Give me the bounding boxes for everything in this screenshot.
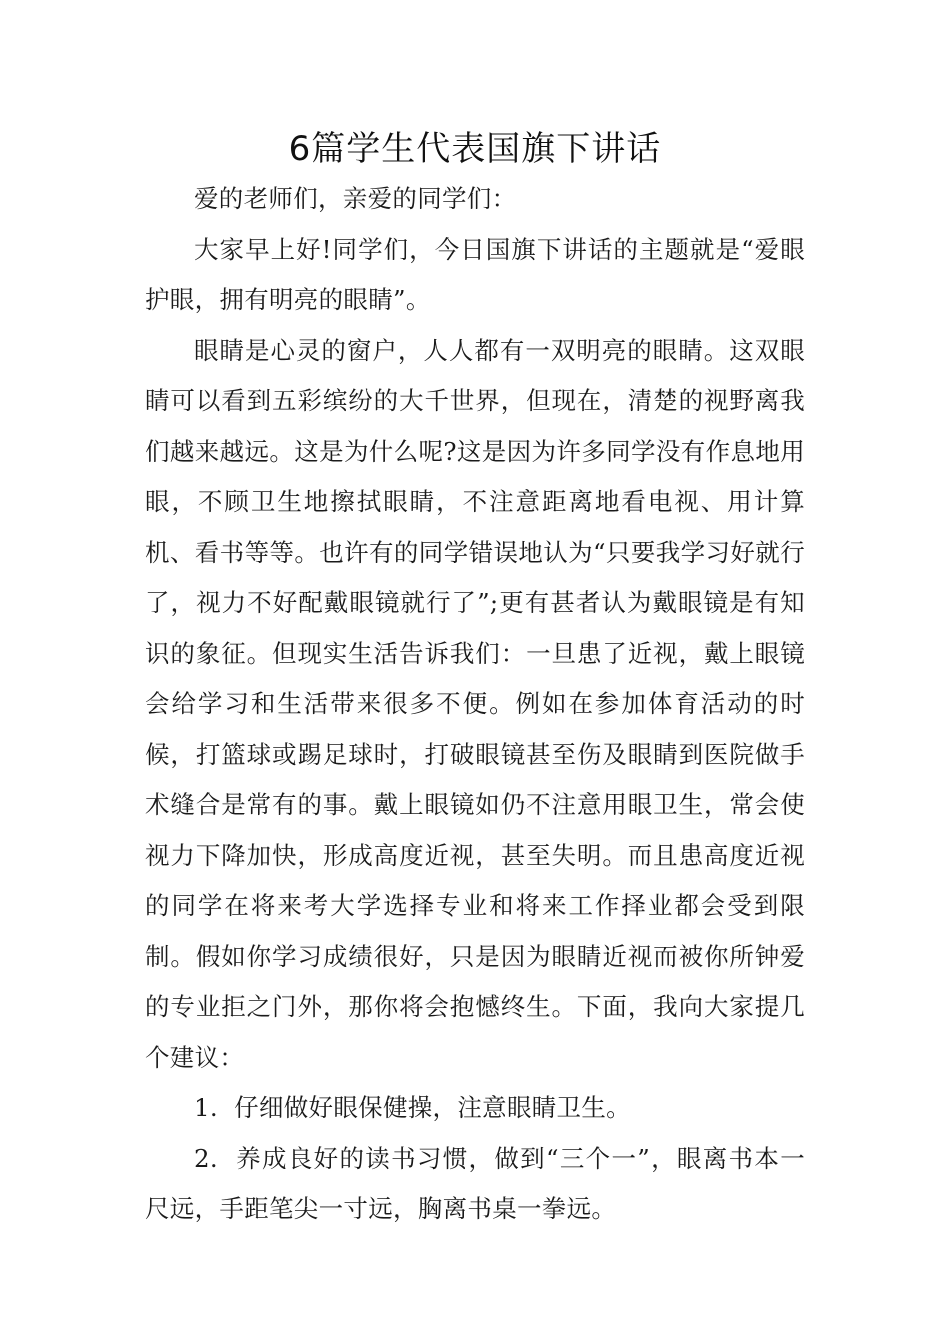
document-body	[145, 174, 805, 1235]
paragraph-main: 眼睛是心灵的窗户，人人都有一双明亮的眼睛。这双眼睛可以看到五彩缤纷的大千世界，但现在，清楚的视野离我们越来越远。这是为什么呢?这是因为许多同学没有作息地用眼，不顾卫生地擦拭眼睛，不注意距离地看电视、用计算机、看书等等。也许有的同学错误地认为“只要我学习好就行了，视力不好配戴眼镜就行了”;更有甚者认为戴眼镜是有知识的象征。但现实生活告诉我们：一旦患了近视，戴上眼镜会给学习和生活带来很多不便。例如在参加体育活动的时候，打篮球或踢足球时，打破眼镜甚至伤及眼睛到医院做手术缝合是常有的事。戴上眼镜如仍不注意用眼卫生，常会使视力下降加快，形成高度近视，甚至失明。而且患高度近视的同学在将来考大学选择专业和将来工作择业都会受到限制。假如你学习成绩很好，只是因为眼睛近视而被你所钟爱的专业拒之门外，那你将会抱憾终生。下面，我向大家提几个建议：	[145, 335, 805, 1072]
paragraph-opening: 大家早上好!同学们，今日国旗下讲话的主题就是“爱眼护眼，拥有明亮的眼睛”。	[145, 234, 805, 314]
paragraph-suggestion-1: 1. 仔细做好眼保健操，注意眼睛卫生。	[194, 1093, 631, 1122]
paragraph-greeting: 爱的老师们，亲爱的同学们：	[194, 184, 517, 213]
paragraph-suggestion-2: 2. 养成良好的读书习惯，做到“三个一”，眼离书本一尺远，手距笔尖一寸远，胸离书桌一拳远。	[145, 1143, 805, 1223]
document-title: 6篇学生代表国旗下讲话	[288, 129, 662, 169]
